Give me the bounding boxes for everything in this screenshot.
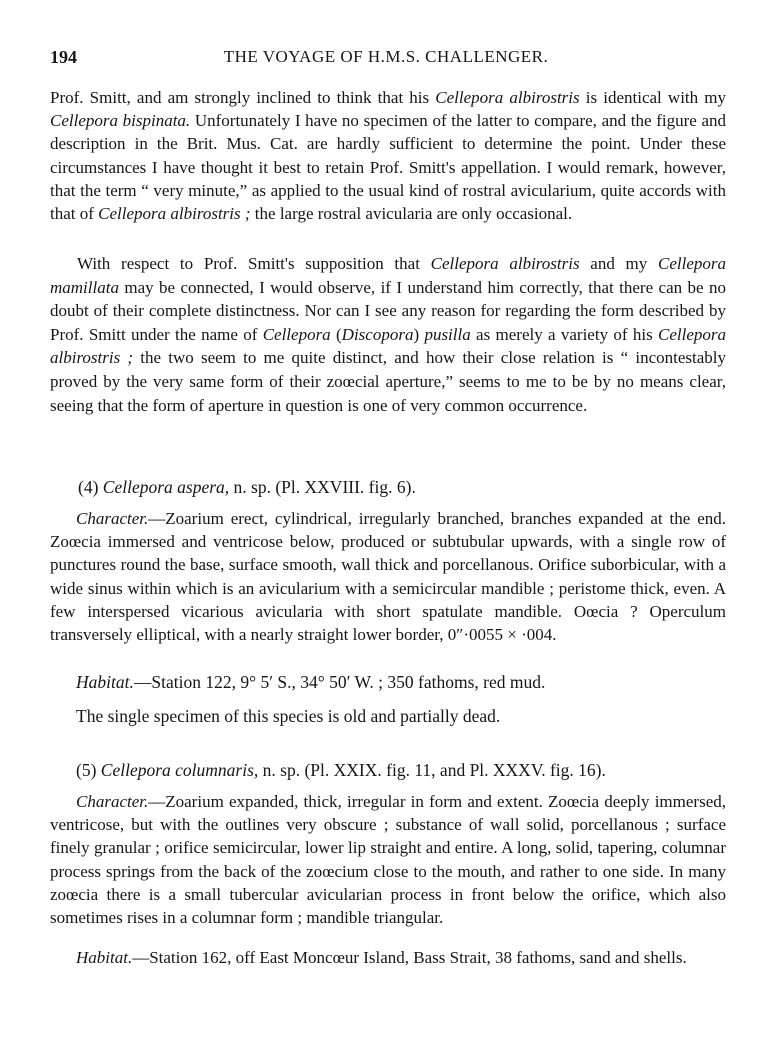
habitat-aspera: Habitat.—Station 122, 9° 5′ S., 34° 50′ W. ; 350 fathoms, red mud. (76, 672, 546, 692)
species-name: Cellepora aspera, (102, 477, 230, 497)
paragraph-smitt-supposition (50, 252, 726, 417)
page-number: 194 (50, 47, 77, 67)
paragraph-text: Prof. Smitt, and am strongly inclined to think that his Cellepora albirostris is identical with my Cellepora bispinata. Unfortunately I have no specimen of the latter to compare, and the figure and description in the Brit. Mus. Cat. are hardly sufficient to determine the point. Under these circumstances I have thought it best to retain Prof. Smitt's appellation. I would remark, however, that the term “ very minute,” as applied to the usual kind of rostral avicularium, quite accords with that of Cellepora albirostris ; the large rostral avicularia are only occasional. (50, 88, 726, 224)
character-aspera (50, 507, 726, 646)
character-columnaris (50, 790, 726, 929)
running-title: THE VOYAGE OF H.M.S. CHALLENGER. (223, 47, 549, 66)
paragraph-continuation (50, 86, 726, 225)
paragraph-text: With respect to Prof. Smitt's supposition that Cellepora albirostris and my Cellepora mamillata may be connected, I would observe, if I understand him correctly, that there can be no doubt of their complete distinctness. Nor can I see any reason for regarding the form described by Prof. Smitt under the name of Cellepora (Discopora) pusilla as merely a variety of his Cellepora albirostris ; the two seem to me quite distinct, and how their close relation is “ incontestably proved by the very same form of their zoœcial aperture,” seems to me to be by no means clear, seeing that the form of aperture in question is one of very common occurrence. (50, 254, 727, 415)
species-heading-aspera: (4) Cellepora aspera, n. sp. (Pl. XXVIII. fig. 6). (78, 477, 416, 497)
species-name: Cellepora columnaris, (100, 760, 259, 780)
remark-aspera: The single specimen of this species is old and partially dead. (76, 706, 501, 726)
character-text: Character.—Zoarium erect, cylindrical, irregularly branched, branches expanded at the end. Zoœcia immersed and ventricose below, produced or subtubular upwards, with a single row of punctures round the base, surface smooth, wall thick and porcellanous. Orifice suborbicular, with a wide sinus within which is an avicularium with a semicircular mandible ; peristome thick, even. A few interspersed vicarious avicularia with short spatulate mandible. Oœcia ? Operculum transversely elliptical, with a nearly straight lower border, 0″·0055 × ·004. (50, 509, 726, 645)
character-text: Character.—Zoarium expanded, thick, irregular in form and extent. Zoœcia deeply immersed, ventricose, but with the outlines very obscure ; substance of wall solid, porcellanous ; surface finely granular ; orifice semicircular, lower lip straight and entire. A long, solid, tapering, columnar process springs from the back of the zoœcium close to the mouth, and rather to one side. In many zoœcia there is a small tubercular avicularian process in front below the orifice, which also sometimes rises in a columnar form ; mandible triangular. (50, 792, 726, 928)
species-heading-columnaris: (5) Cellepora columnaris, n. sp. (Pl. XXIX. fig. 11, and Pl. XXXV. fig. 16). (76, 760, 606, 780)
habitat-columnaris (50, 946, 726, 969)
habitat-text: Habitat.—Station 162, off East Moncœur Island, Bass Strait, 38 fathoms, sand and shells. (76, 948, 687, 967)
